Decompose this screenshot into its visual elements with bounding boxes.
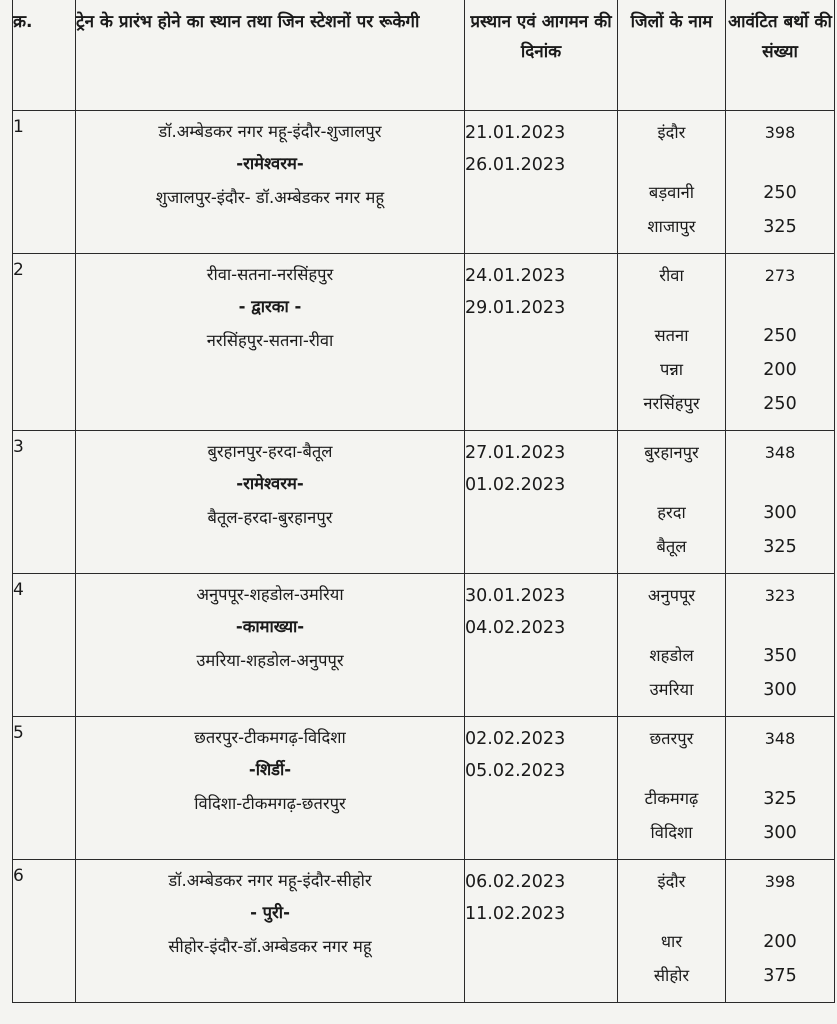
header-serial: क्र.	[13, 0, 76, 111]
header-berths: आवंटित बर्थो की संख्या	[726, 0, 835, 111]
train-schedule-table	[12, 0, 835, 1003]
berth-count: 348	[764, 729, 796, 748]
district-name: छतरपुर	[649, 729, 694, 748]
district-name: सतना	[654, 326, 689, 345]
district-name: रीवा	[659, 266, 684, 285]
arrival-date: 11.02.2023	[465, 904, 566, 924]
district-name: विदिशा	[650, 823, 693, 842]
header-route: ट्रेन के प्रारंभ होने का स्थान तथा जिन स्टेशनों पर रूकेगी	[76, 0, 465, 111]
table-row	[13, 860, 835, 1003]
arrival-date: 05.02.2023	[465, 761, 566, 781]
districts-cell	[618, 717, 726, 860]
serial-cell: 2	[13, 254, 76, 431]
route-cell	[76, 254, 465, 431]
departure-date: 21.01.2023	[465, 123, 566, 143]
route-cell	[76, 717, 465, 860]
route-destination: - पुरी-	[250, 903, 290, 922]
departure-date: 24.01.2023	[465, 266, 566, 286]
route-cell	[76, 431, 465, 574]
berth-count: 250	[763, 394, 797, 414]
berth-count: 375	[763, 966, 797, 986]
serial-cell: 5	[13, 717, 76, 860]
departure-date: 06.02.2023	[465, 872, 566, 892]
district-name: बड़वानी	[648, 183, 695, 202]
districts-cell	[618, 860, 726, 1003]
route-outbound: छतरपुर-टीकमगढ़-विदिशा	[194, 728, 346, 747]
district-name: इंदौर	[657, 123, 686, 142]
district-name: टीकमगढ़	[644, 789, 699, 808]
route-return: शुजालपुर-इंदौर- डॉ.अम्बेडकर नगर महू	[155, 188, 385, 207]
berth-count: 398	[764, 872, 796, 891]
header-row	[13, 0, 835, 111]
dates-cell	[465, 860, 618, 1003]
district-name: शाजापुर	[647, 217, 696, 236]
districts-cell	[618, 254, 726, 431]
table-row	[13, 111, 835, 254]
table-row	[13, 431, 835, 574]
district-name: इंदौर	[657, 872, 686, 891]
route-cell	[76, 111, 465, 254]
header-districts: जिलों के नाम	[618, 0, 726, 111]
berth-count: 200	[763, 360, 797, 380]
departure-date: 02.02.2023	[465, 729, 566, 749]
berth-count: 325	[763, 537, 797, 557]
route-outbound: बुरहानपुर-हरदा-बैतूल	[207, 442, 333, 461]
route-return: उमरिया-शहडोल-अनुपपूर	[196, 651, 344, 670]
berths-cell	[726, 111, 835, 254]
departure-date: 30.01.2023	[465, 586, 566, 606]
district-name: अनुपपूर	[647, 586, 696, 605]
berths-cell	[726, 574, 835, 717]
district-name: धार	[660, 932, 683, 951]
district-name: बुरहानपुर	[644, 443, 699, 462]
district-name: शहडोल	[649, 646, 694, 665]
district-name: उमरिया	[649, 680, 694, 699]
route-outbound: डॉ.अम्बेडकर नगर महू-इंदौर-सीहोर	[168, 871, 372, 890]
route-cell	[76, 574, 465, 717]
departure-date: 27.01.2023	[465, 443, 566, 463]
berth-count: 398	[764, 123, 796, 142]
table-row	[13, 574, 835, 717]
berths-cell	[726, 717, 835, 860]
berth-count: 300	[763, 680, 797, 700]
district-name: सीहोर	[653, 966, 690, 985]
route-return: बैतूल-हरदा-बुरहानपुर	[207, 508, 333, 527]
berth-count: 250	[763, 326, 797, 346]
dates-cell	[465, 717, 618, 860]
berths-cell	[726, 431, 835, 574]
districts-cell	[618, 111, 726, 254]
route-destination: -कामाख्या-	[235, 617, 305, 636]
berth-count: 300	[763, 503, 797, 523]
serial-cell: 4	[13, 574, 76, 717]
berth-count: 350	[763, 646, 797, 666]
arrival-date: 01.02.2023	[465, 475, 566, 495]
route-outbound: अनुपपूर-शहडोल-उमरिया	[196, 585, 344, 604]
arrival-date: 29.01.2023	[465, 298, 566, 318]
district-name: हरदा	[657, 503, 686, 522]
berth-count: 323	[764, 586, 796, 605]
serial-cell: 1	[13, 111, 76, 254]
route-destination: -शिर्डी-	[248, 760, 292, 779]
table-row	[13, 254, 835, 431]
route-outbound: रीवा-सतना-नरसिंहपुर	[206, 265, 334, 284]
route-return: सीहोर-इंदौर-डॉ.अम्बेडकर नगर महू	[168, 937, 372, 956]
route-return: विदिशा-टीकमगढ़-छतरपुर	[194, 794, 346, 813]
table-row	[13, 717, 835, 860]
berth-count: 325	[763, 789, 797, 809]
district-name: बैतूल	[656, 537, 687, 556]
route-outbound: डॉ.अम्बेडकर नगर महू-इंदौर-शुजालपुर	[158, 122, 382, 141]
route-destination: - द्वारका -	[238, 297, 302, 316]
berth-count: 348	[764, 443, 796, 462]
district-name: पन्ना	[659, 360, 684, 379]
serial-cell: 3	[13, 431, 76, 574]
header-dates: प्रस्थान एवं आगमन की दिनांक	[465, 0, 618, 111]
dates-cell	[465, 111, 618, 254]
serial-cell: 6	[13, 860, 76, 1003]
route-destination: -रामेश्वरम-	[236, 154, 304, 173]
berth-count: 273	[764, 266, 796, 285]
dates-cell	[465, 431, 618, 574]
arrival-date: 04.02.2023	[465, 618, 566, 638]
dates-cell	[465, 574, 618, 717]
berths-cell	[726, 860, 835, 1003]
berth-count: 250	[763, 183, 797, 203]
districts-cell	[618, 431, 726, 574]
berth-count: 200	[763, 932, 797, 952]
arrival-date: 26.01.2023	[465, 155, 566, 175]
berth-count: 325	[763, 217, 797, 237]
route-return: नरसिंहपुर-सतना-रीवा	[206, 331, 334, 350]
route-cell	[76, 860, 465, 1003]
districts-cell	[618, 574, 726, 717]
berth-count: 300	[763, 823, 797, 843]
dates-cell	[465, 254, 618, 431]
route-destination: -रामेश्वरम-	[236, 474, 304, 493]
berths-cell	[726, 254, 835, 431]
district-name: नरसिंहपुर	[643, 394, 700, 413]
